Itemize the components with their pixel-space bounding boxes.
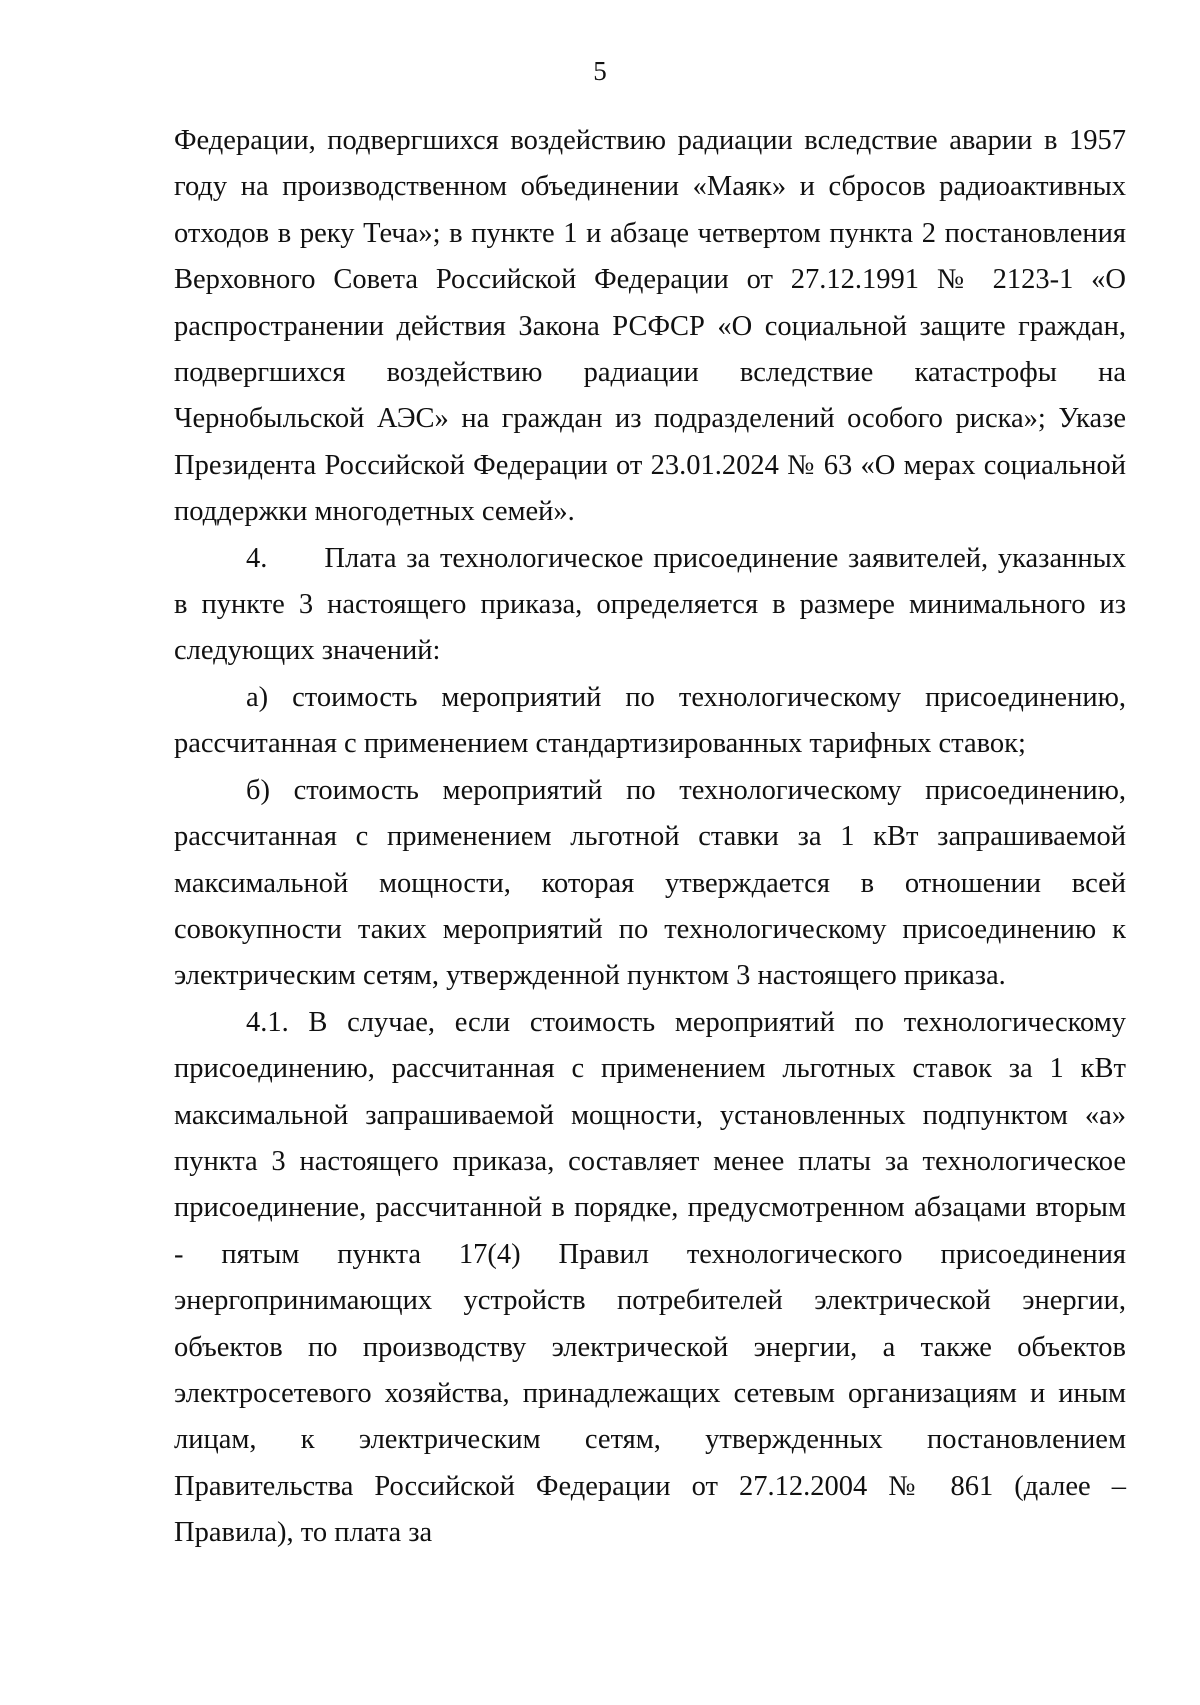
paragraph-subitem-b: б) стоимость мероприятий по технологическому присоединению, рассчитанная с применением льготной ставки за 1 кВт запрашиваемой максимальной мощности, которая утверждается в отношении всей совокупности таких мероприятий по технологическому присоединению к электрическим сетям, утвержденной пунктом 3 настоящего приказа. <box>174 774 1126 992</box>
document-body <box>174 118 1126 1557</box>
page-number: 5 <box>593 56 607 86</box>
paragraph-item-4-1: 4.1. В случае, если стоимость мероприятий по технологическому присоединению, рассчитанная с применением льготных ставок за 1 кВт максимальной запрашиваемой мощности, установленных подпунктом «а» пункта 3 настоящего приказа, составляет менее платы за технологическое присоединение, рассчитанной в порядке, предусмотренном абзацами вторым - пятым пункта 17(4) Правил технологического присоединения энергопринимающих устройств потребителей электрической энергии, объектов по производству электрической энергии, а также объектов электросетевого хозяйства, принадлежащих сетевым организациям и иным лицам, к электрическим сетям, утвержденных постановлением Правительства Российской Федерации от 27.12.2004 № 861 (далее – Правила), то плата за <box>174 1006 1126 1549</box>
paragraph-continuation: Федерации, подвергшихся воздействию радиации вследствие аварии в 1957 году на производственном объединении «Маяк» и сбросов радиоактивных отходов в реку Теча»; в пункте 1 и абзаце четвертом пункта 2 постановления Верховного Совета Российской Федерации от 27.12.1991 № 2123-1 «О распространении действия Закона РСФСР «О социальной защите граждан, подвергшихся воздействию радиации вследствие катастрофы на Чернобыльской АЭС» на граждан из подразделений особого риска»; Указе Президента Российской Федерации от 23.01.2024 № 63 «О мерах социальной поддержки многодетных семей». <box>174 125 1126 528</box>
paragraph-subitem-a: а) стоимость мероприятий по технологическому присоединению, рассчитанная с применением стандартизированных тарифных ставок; <box>174 681 1126 760</box>
paragraph-item-4: 4. Плата за технологическое присоединение заявителей, указанных в пункте 3 настоящего приказа, определяется в размере минимального из следующих значений: <box>174 542 1126 667</box>
